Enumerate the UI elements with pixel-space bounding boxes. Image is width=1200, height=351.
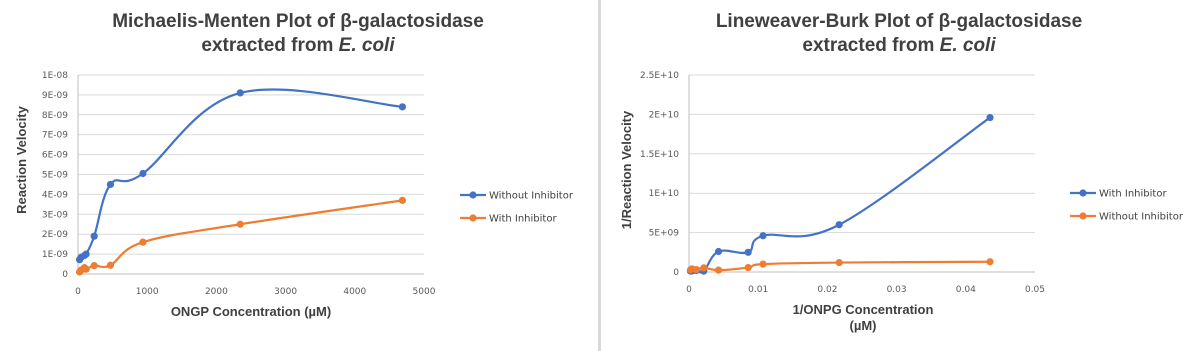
y-tick-label: 9E-09 [41, 90, 68, 101]
y-tick-label: 1.5E+10 [640, 149, 679, 160]
y-tick-label: 0 [62, 270, 68, 280]
data-point-series-2 [82, 266, 89, 273]
y-tick-label: 2.5E+10 [640, 71, 679, 81]
y-tick-label: 5E+09 [648, 228, 679, 239]
x-tick-label: 0.05 [1024, 285, 1046, 295]
data-point-series-2 [986, 258, 993, 265]
x-tick-label: 0 [686, 285, 692, 295]
legend-label-1: With Inhibitor [1099, 188, 1167, 200]
x-tick-label: 5000 [412, 287, 436, 297]
data-point-series-2 [91, 262, 98, 269]
chart-title: Lineweaver-Burk Plot of β-galactosidase [715, 11, 1083, 32]
data-point-series-1 [139, 170, 146, 177]
legend-marker-2 [469, 214, 476, 221]
y-tick-label: 3E-09 [41, 210, 68, 221]
y-tick-label: 1E-08 [41, 71, 68, 81]
y-tick-label: 6E-09 [41, 150, 68, 161]
data-point-series-2 [139, 239, 146, 246]
chart-title-line2 [201, 35, 395, 56]
legend-label-2: Without Inhibitor [1099, 211, 1183, 223]
data-point-series-2 [836, 259, 843, 266]
legend-marker-2 [1079, 212, 1086, 219]
legend-marker-1 [1079, 189, 1086, 196]
y-tick-label: 2E-09 [41, 230, 68, 241]
y-tick-label: 5E-09 [41, 170, 68, 181]
x-tick-label: 3000 [274, 287, 298, 297]
x-tick-label: 0.03 [886, 285, 907, 295]
data-point-series-2 [399, 197, 406, 204]
lineweaver-burk-chart [603, 0, 1200, 351]
y-axis-title: Reaction Velocity [14, 106, 29, 214]
x-tick-label: 1000 [135, 287, 159, 297]
panel-divider [598, 0, 601, 351]
legend-marker-1 [469, 191, 476, 198]
x-tick-label: 0.04 [955, 285, 976, 295]
data-point-series-2 [107, 262, 114, 269]
michaelis-menten-chart [0, 0, 597, 351]
y-tick-label: 4E-09 [41, 190, 68, 201]
data-point-series-1 [759, 232, 766, 239]
chart-title-line2 [802, 35, 996, 56]
series-line-2 [80, 200, 403, 272]
chart-title-organism: E. coli [939, 35, 996, 56]
data-point-series-2 [759, 261, 766, 268]
series-line-1 [690, 118, 990, 273]
x-tick-label: 4000 [343, 287, 367, 297]
data-point-series-1 [107, 181, 114, 188]
data-point-series-1 [745, 249, 752, 256]
data-point-series-2 [715, 267, 722, 274]
y-tick-label: 8E-09 [41, 110, 68, 121]
x-tick-label: 0 [75, 287, 81, 297]
legend-label-2: With Inhibitor [489, 213, 557, 225]
chart-title: Michaelis-Menten Plot of β-galactosidase [112, 11, 484, 32]
y-axis-title: 1/Reaction Velocity [619, 110, 634, 230]
y-tick-label: 7E-09 [41, 130, 68, 141]
data-point-series-1 [237, 89, 244, 96]
chart-title-line2-prefix: extracted from [802, 35, 940, 56]
data-point-series-1 [986, 114, 993, 121]
x-axis-title-line2: (µM) [849, 318, 877, 333]
y-tick-label: 1E-09 [41, 250, 68, 261]
michaelis-menten-svg [0, 0, 597, 351]
y-tick-label: 1E+10 [648, 189, 679, 200]
data-point-series-2 [693, 266, 700, 273]
data-point-series-1 [91, 233, 98, 240]
x-axis-title: ONGP Concentration (µM) [170, 304, 332, 319]
data-point-series-2 [237, 221, 244, 228]
lineweaver-burk-svg [603, 0, 1200, 351]
chart-title-line2-prefix: extracted from [201, 35, 339, 56]
data-point-series-1 [82, 251, 89, 258]
y-tick-label: 0 [673, 268, 679, 278]
y-tick-label: 2E+10 [648, 110, 679, 121]
data-point-series-2 [745, 264, 752, 271]
x-axis-title: 1/ONPG Concentration [792, 302, 934, 317]
chart-title-organism: E. coli [338, 35, 395, 56]
data-point-series-1 [715, 248, 722, 255]
x-tick-label: 2000 [204, 287, 228, 297]
data-point-series-1 [836, 221, 843, 228]
x-tick-label: 0.01 [748, 285, 769, 295]
legend-label-1: Without Inhibitor [489, 190, 573, 202]
data-point-series-1 [399, 103, 406, 110]
x-tick-label: 0.02 [817, 285, 838, 295]
data-point-series-2 [700, 264, 707, 271]
